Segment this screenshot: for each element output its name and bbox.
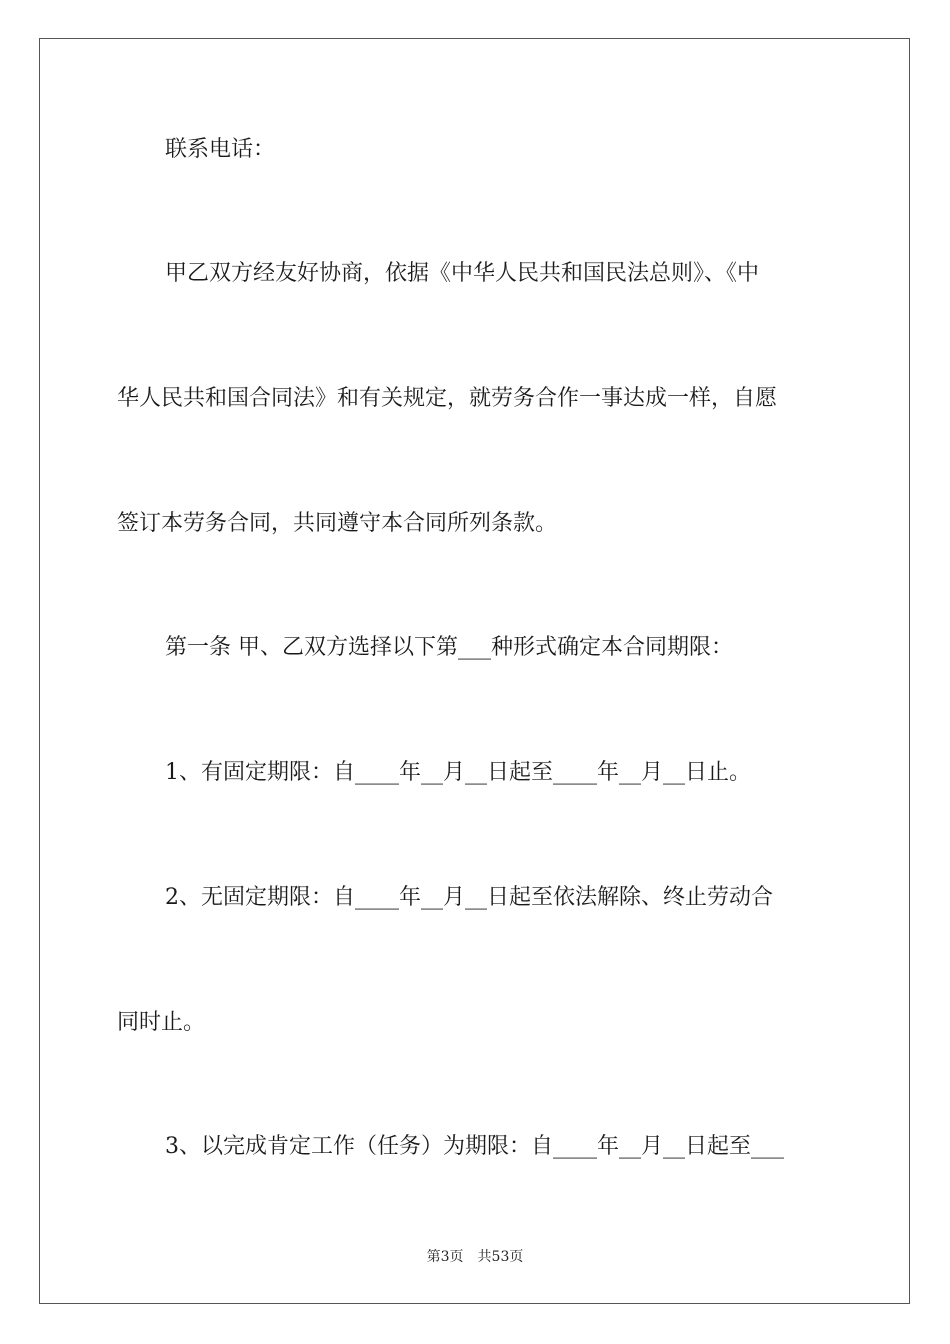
contact-phone-line: 联系电话：	[165, 137, 276, 162]
option-3-line: 3、以完成肯定工作（任务）为期限：自____年__月__日起至___	[165, 1134, 784, 1159]
option-2-line: 2、无固定期限：自____年__月__日起至依法解除、终止劳动合	[165, 885, 773, 910]
option-2-continued-line: 同时止。	[117, 1010, 206, 1035]
paragraph-line: 签订本劳务合同，共同遵守本合同所列条款。	[117, 511, 558, 536]
paragraph-line: 甲乙双方经友好协商，依据《中华人民共和国民法总则》、《中	[165, 261, 760, 286]
page-border	[39, 38, 910, 1304]
option-1-line: 1、有固定期限：自____年__月__日起至____年__月__日止。	[165, 760, 751, 785]
paragraph-line: 华人民共和国合同法》和有关规定，就劳务合作一事达成一样，自愿	[117, 386, 778, 411]
page-number: 第3页 共53页	[426, 1249, 524, 1265]
article-one-line: 第一条 甲、乙双方选择以下第___种形式确定本合同期限：	[165, 635, 733, 660]
